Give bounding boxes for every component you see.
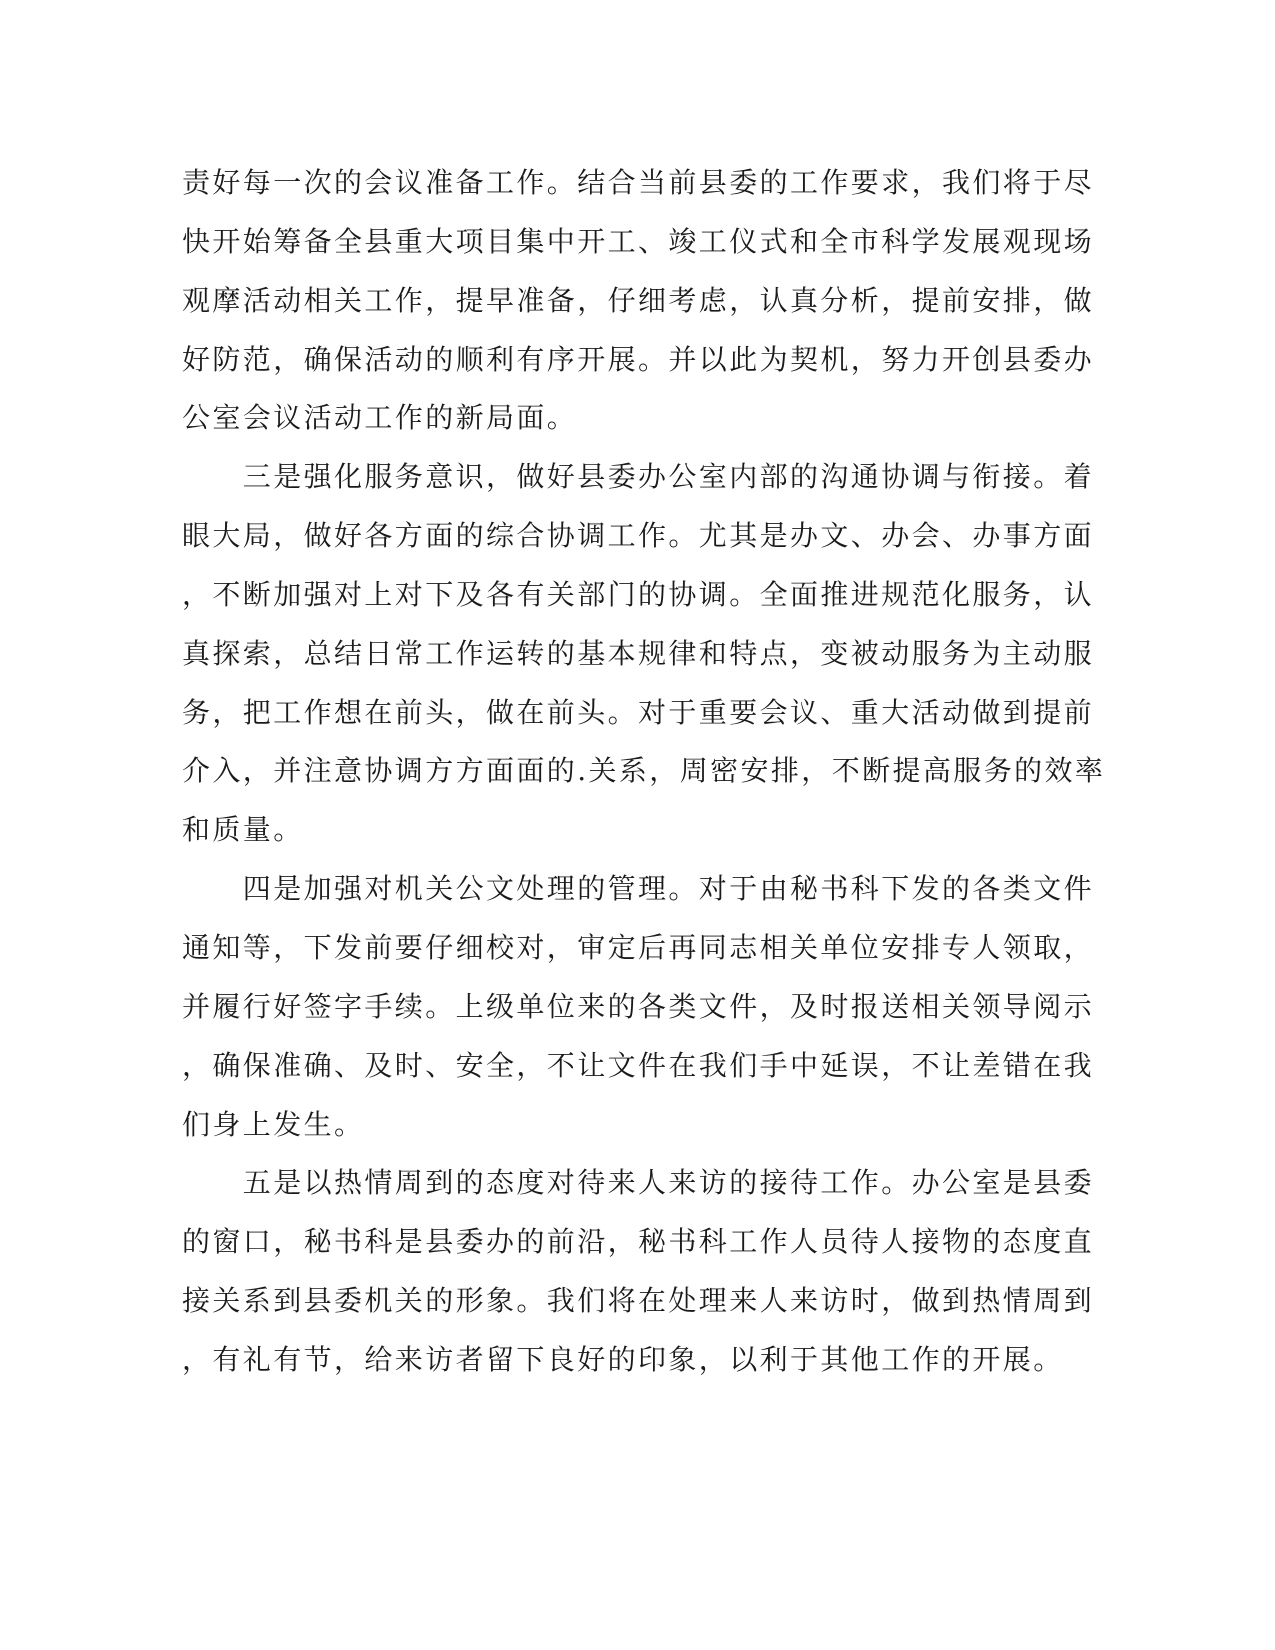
text-line-11: 介入，并注意协调方方面面的.关系，周密安排，不断提高服务的效率: [182, 754, 1106, 787]
text-line-5: 公室会议活动工作的新局面。: [182, 401, 578, 434]
text-line-18: 五是以热情周到的态度对待来人来访的接待工作。办公室是县委: [182, 1166, 1095, 1199]
text-line-12: 和质量。: [182, 813, 304, 846]
text-line-9: 真探索，总结日常工作运转的基本规律和特点，变被动服务为主动服: [182, 637, 1095, 670]
text-line-4: 好防范，确保活动的顺利有序开展。并以此为契机，努力开创县委办: [182, 343, 1095, 376]
text-line-3: 观摩活动相关工作，提早准备，仔细考虑，认真分析，提前安排，做: [182, 284, 1095, 317]
text-line-15: 并履行好签字手续。上级单位来的各类文件，及时报送相关领导阅示: [182, 990, 1095, 1023]
text-line-1: 责好每一次的会议准备工作。结合当前县委的工作要求，我们将于尽: [182, 166, 1095, 199]
text-line-2: 快开始筹备全县重大项目集中开工、竣工仪式和全市科学发展观现场: [182, 225, 1095, 258]
text-line-13: 四是加强对机关公文处理的管理。对于由秘书科下发的各类文件: [182, 872, 1095, 905]
text-line-19: 的窗口，秘书科是县委办的前沿，秘书科工作人员待人接物的态度直: [182, 1225, 1095, 1258]
text-line-17: 们身上发生。: [182, 1108, 365, 1141]
text-line-21: ，有礼有节，给来访者留下良好的印象，以利于其他工作的开展。: [182, 1343, 1064, 1376]
text-line-7: 眼大局，做好各方面的综合协调工作。尤其是办文、办会、办事方面: [182, 519, 1095, 552]
text-line-8: ，不断加强对上对下及各有关部门的协调。全面推进规范化服务，认: [182, 578, 1095, 611]
text-line-10: 务，把工作想在前头，做在前头。对于重要会议、重大活动做到提前: [182, 696, 1095, 729]
text-line-16: ，确保准确、及时、安全，不让文件在我们手中延误，不让差错在我: [182, 1049, 1095, 1082]
text-line-6: 三是强化服务意识，做好县委办公室内部的沟通协调与衔接。着: [182, 460, 1095, 493]
text-line-20: 接关系到县委机关的形象。我们将在处理来人来访时，做到热情周到: [182, 1284, 1095, 1317]
text-line-14: 通知等，下发前要仔细校对，审定后再同志相关单位安排专人领取，: [182, 931, 1095, 964]
